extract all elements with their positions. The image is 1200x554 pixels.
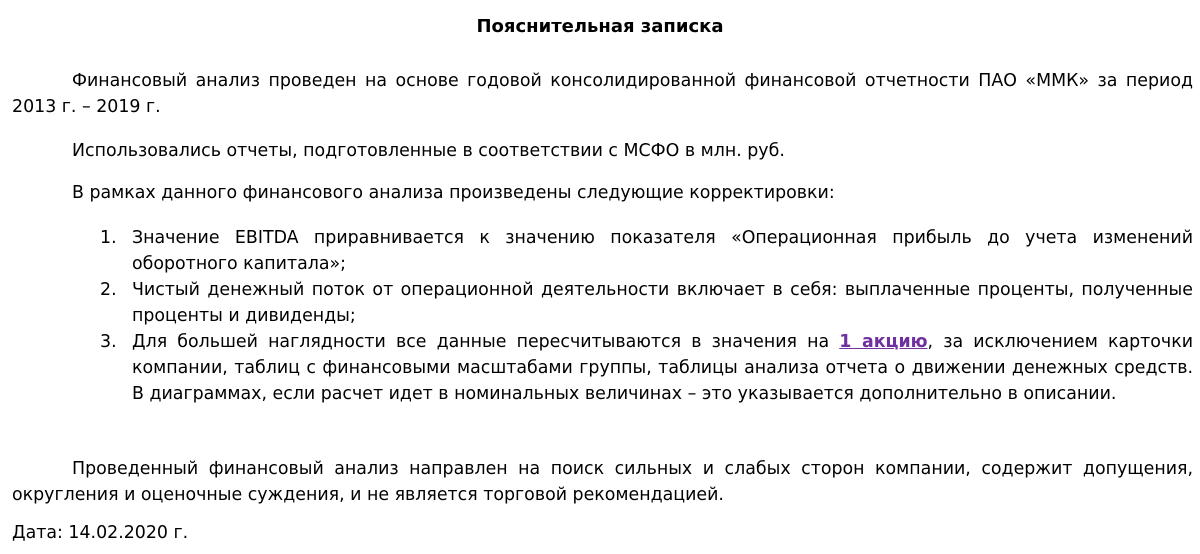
list-item-text: Чистый денежный поток от операционной деятельности включает в себя: выплаченные проценты, полученные проценты и дивиденды; (132, 280, 1193, 326)
per-share-link[interactable]: 1 акцию (839, 332, 928, 352)
document-title: Пояснительная записка (476, 16, 724, 37)
list-item (12, 329, 1193, 407)
disclaimer-paragraph: Проведенный финансовый анализ направлен на поиск сильных и слабых сторон компании, содержит допущения, округления и оценочные суждения, и не является торговой рекомендацией. (12, 459, 1193, 505)
list-item (12, 277, 1193, 329)
list-item-number: 2. (100, 280, 117, 300)
adjustments-paragraph: В рамках данного финансового анализа произведены следующие корректировки: (72, 183, 835, 203)
list-item-text-before-link: Для большей наглядности все данные пересчитываются в значения на (132, 332, 840, 352)
list-item-number: 3. (100, 332, 117, 352)
list-item-text-after-link: , за исключением карточки компании, таблиц с финансовыми масштабами группы, таблицы анализа отчета о движении денежных средств. В диаграммах, если расчет идет в номинальных величинах – это указывается дополнительно в описании. (132, 332, 1194, 404)
list-item-text: Значение EBITDA приравнивается к значению показателя «Операционная прибыль до учета изменений оборотного капитала»; (132, 228, 1193, 274)
intro-paragraph: Финансовый анализ проведен на основе годовой консолидированной финансовой отчетности ПАО «ММК» за период 2013 г. – 2019 г. (12, 71, 1193, 117)
list-item (12, 225, 1193, 277)
adjustments-list (12, 225, 1193, 407)
list-item-number: 1. (100, 228, 117, 248)
document-date: Дата: 14.02.2020 г. (12, 523, 189, 543)
reports-paragraph: Использовались отчеты, подготовленные в соответствии с МСФО в млн. руб. (72, 141, 785, 161)
